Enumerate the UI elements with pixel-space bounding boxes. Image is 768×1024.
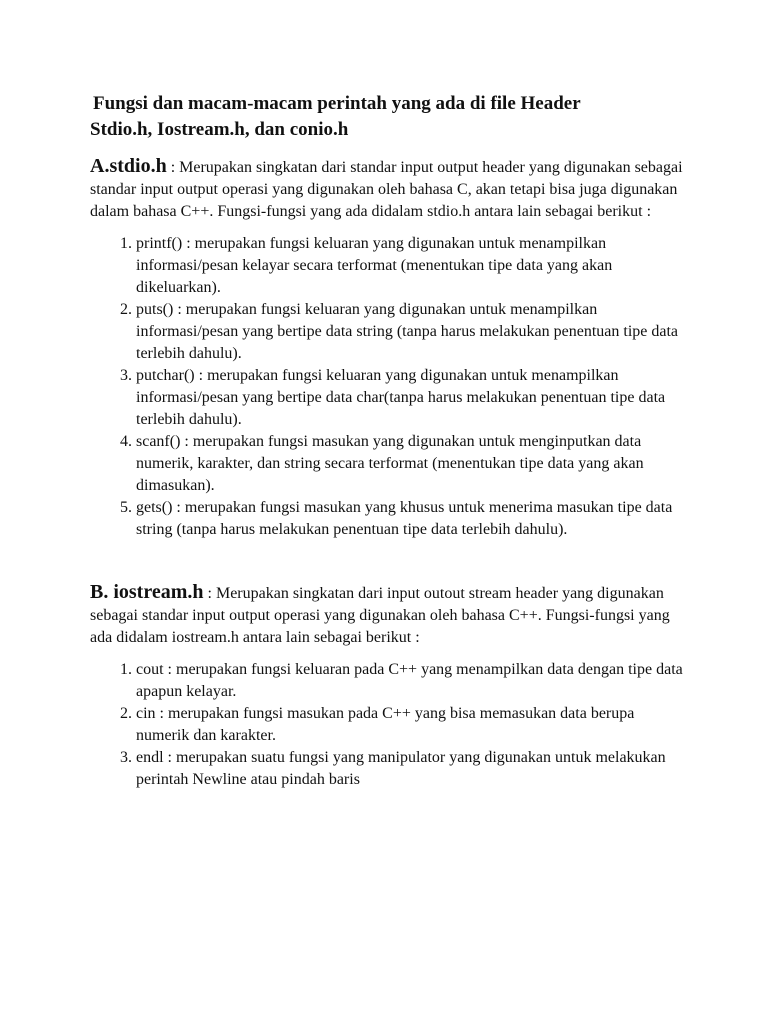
document-title [90,91,690,143]
list-item-gets: 5. gets() : merupakan fungsi masukan yang khusus untuk menerima masukan tipe data string (tanpa harus melakukan penentuan tipe data terlebih dahulu). [136,497,690,541]
iostream-function-list [90,659,690,791]
section-iostream-intro: : Merupakan singkatan dari input outout stream header yang digunakan sebagai standar input output operasi yang digunakan oleh bahasa C++. Fungsi-fungsi yang ada didalam iostream.h antara lain sebagai berikut : [90,585,670,646]
list-item-printf: 1. printf() : merupakan fungsi keluaran yang digunakan untuk menampilkan informasi/pesan kelayar secara terformat (menentukan tipe data yang akan dikeluarkan). [136,233,690,299]
document-title-line-1: Fungsi dan macam-macam perintah yang ada di file Header [93,93,581,114]
section-iostream-heading: B. iostream.h [90,581,204,603]
section-stdio-intro-paragraph [90,155,690,223]
list-item-puts: 2. puts() : merupakan fungsi keluaran yang digunakan untuk menampilkan informasi/pesan yang bertipe data string (tanpa harus melakukan penentuan tipe data terlebih dahulu). [136,299,690,365]
section-stdio-heading: A.stdio.h [90,155,167,177]
stdio-function-list [90,233,690,541]
document-title-line-2: Stdio.h, Iostream.h, dan conio.h [90,119,349,140]
section-iostream-intro-paragraph [90,581,690,649]
list-item-putchar: 3. putchar() : merupakan fungsi keluaran yang digunakan untuk menampilkan informasi/pesan yang bertipe data char(tanpa harus melakukan penentuan tipe data terlebih dahulu). [136,365,690,431]
section-iostream [90,581,690,791]
list-item-cout: 1. cout : merupakan fungsi keluaran pada C++ yang menampilkan data dengan tipe data apapun kelayar. [136,659,690,703]
section-stdio [90,155,690,541]
document-page [90,91,690,791]
section-stdio-intro: : Merupakan singkatan dari standar input output header yang digunakan sebagai standar input output operasi yang digunakan oleh bahasa C, akan tetapi bisa juga digunakan dalam bahasa C++. Fungsi-fungsi yang ada didalam stdio.h antara lain sebagai berikut : [90,159,683,220]
list-item-cin: 2. cin : merupakan fungsi masukan pada C++ yang bisa memasukan data berupa numerik dan karakter. [136,703,690,747]
list-item-endl: 3. endl : merupakan suatu fungsi yang manipulator yang digunakan untuk melakukan perintah Newline atau pindah baris [136,747,690,791]
list-item-scanf: 4. scanf() : merupakan fungsi masukan yang digunakan untuk menginputkan data numerik, karakter, dan string secara terformat (menentukan tipe data yang akan dimasukan). [136,431,690,497]
